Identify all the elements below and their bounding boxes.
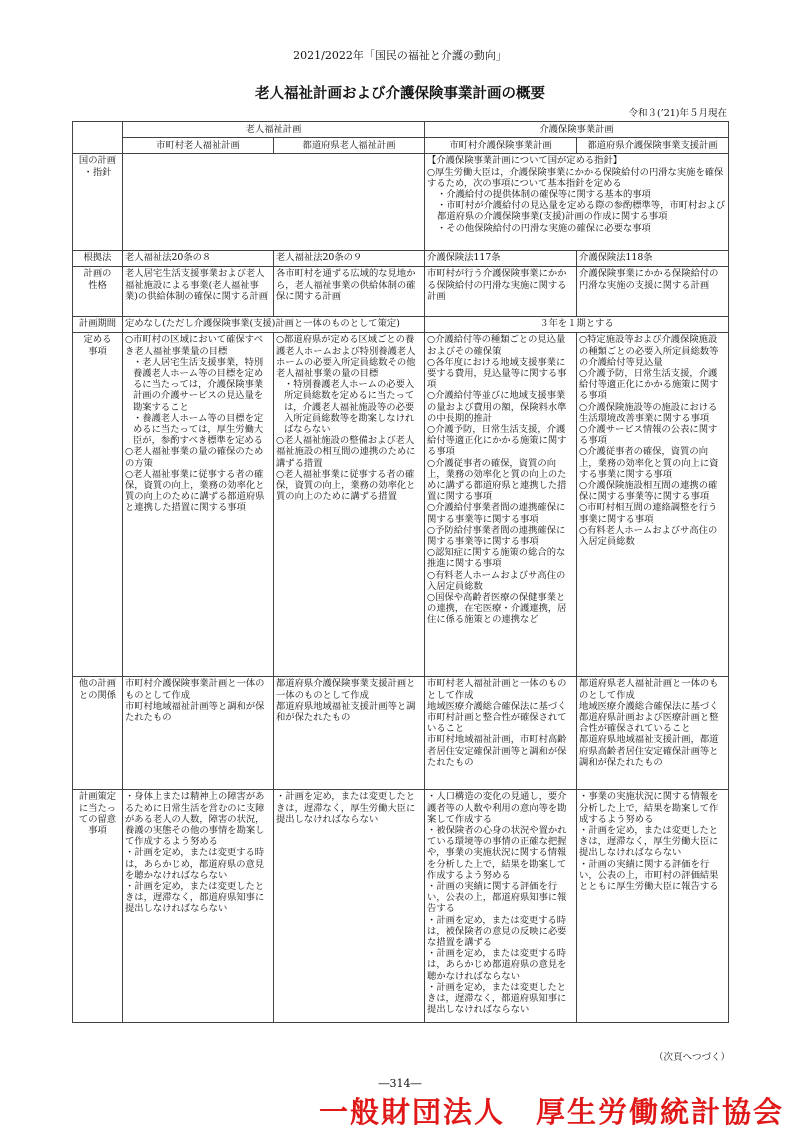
cell-basis: 介護保険法117条 — [425, 251, 577, 267]
row-label-matters: 定める 事項 — [73, 333, 123, 677]
cell-relations: 都道府県老人福祉計画と一体のものとして作成 地域医療介護総合確保法に基づく都道府県計画および医療計画と整合性が確保されていること 都道府県地域福祉支援計画，都道府県高齢者居住安定確保計画等と調和が保たれたもの — [577, 677, 729, 790]
column-header: 都道府県介護保険事業支援計画 — [577, 138, 729, 154]
cell-basis: 老人福祉法20条の８ — [123, 251, 274, 267]
cell-period-insurance: ３年を１期とする — [425, 317, 729, 333]
cell-notes: ・人口構造の変化の見通し，要介護者等の人数や利用の意向等を勘案して作成する ・被保険者の心身の状況や置かれている環境等の事情の正確な把握や，事業の実施状況に関する情報を分析した上で，結果を勘案して作成するよう努める ・計画の実績に関する評価を行い，公表の上，都道府県知事に報告する ・計画を定め，または変更する時は，被保険者の意見の反映に必要な措置を講ずる ・計画を定め，または変更する時は，あらかじめ都道府県の意見を聴かなければならない ・計画を定め，または変更したときは，遅滞なく，都道府県知事に提出しなければならない — [425, 790, 577, 1023]
cell-period-welfare: 定めなし(ただし介護保険事業(支援)計画と一体のものとして策定) — [123, 317, 425, 333]
date-note: 令和３(’21)年５月現在 — [628, 108, 727, 119]
cell-relations: 都道府県介護保険事業支援計画と一体のものとして作成 都道府県地域福祉支援計画等と調和が保たれたもの — [274, 677, 425, 790]
cell-basis: 老人福祉法20条の９ — [274, 251, 425, 267]
group-header-welfare: 老人福祉計画 — [123, 122, 425, 138]
page-title: 老人福祉計画および介護保険事業計画の概要 — [255, 86, 545, 102]
column-header: 都道府県老人福祉計画 — [274, 138, 425, 154]
cell-national-guideline: 【介護保険事業計画について国が定める指針】 ○厚生労働大臣は，介護保険事業にかかる保険給付の円滑な実施を確保するため，次の事項について基本指針を定める ・介護給付の提供体制の確保等に関する基本的事項 ・市町村が介護給付の見込量を定める際の参酌標準等，市町村および都道府県の介護保険事業(支援)計画の作成に関する事項 ・その他保険給付の円滑な実施の確保に必要な事項 — [425, 154, 729, 251]
cell-relations: 市町村介護保険事業計画と一体のものとして作成 市町村地域福祉計画等と調和が保たれたもの — [123, 677, 274, 790]
row-label-period: 計画期間 — [73, 317, 123, 333]
cell-nature: 各市町村を通ずる広域的な見地から，老人福祉事業の供給体制の確保に関する計画 — [274, 267, 425, 317]
cell-matters-city-insurance: ○介護給付等の種類ごとの見込量およびその確保策 ○各年度における地域支援事業に要する費用，見込量等に関する事項 ○介護給付等並びに地域支援事業の量および費用の額，保険料水準の中長期的推計 ○介護予防，日常生活支援，介護給付等適正化にかかる施策に関する事項 ○介護従事者の確保，資質の向上，業務の効率化と質の向上のために講ずる都道府県と連携した措置に関する事項 ○介護給付事業者間の連携確保に関する事業等に関する事項 ○予防給付事業者間の連携確保に関する事業等に関する事項 ○認知症に関する施策の総合的な推進に関する事項 ○有料老人ホームおよびサ高住の入居定員総数 ○国保や高齢者医療の保健事業との連携，在宅医療・介護連携，居住に係る施策との連携など — [425, 333, 577, 677]
row-label-nature: 計画の 性格 — [73, 267, 123, 317]
continued-note: （次頁へつづく） — [653, 1052, 730, 1063]
row-label-national: 国の計画 ・指針 — [73, 154, 123, 251]
cell-basis: 介護保険法118条 — [577, 251, 729, 267]
row-label-notes: 計画策定 に当たっ ての留意 事項 — [73, 790, 123, 1023]
overview-table — [72, 121, 729, 1023]
column-header: 市町村老人福祉計画 — [123, 138, 274, 154]
cell-nature: 老人居宅生活支援事業および老人福祉施設による事業(老人福祉事業)の供給体制の確保に関する計画 — [123, 267, 274, 317]
cell-nature: 介護保険事業にかかる保険給付の円滑な実施の支援に関する計画 — [577, 267, 729, 317]
cell-nature: 市町村が行う介護保険事業にかかる保険給付の円滑な実施に関する計画 — [425, 267, 577, 317]
row-label-relations: 他の計画 との関係 — [73, 677, 123, 790]
group-header-insurance: 介護保険事業計画 — [425, 122, 729, 138]
row-label-basis: 根拠法 — [73, 251, 123, 267]
cell-matters-pref-welfare: ○都道府県が定める区域ごとの養護老人ホームおよび特別養護老人ホームの必要入所定員総数その他老人福祉事業の量の目標 ・特別養護老人ホームの必要入所定員総数を定めるに当たっては，介護老人福祉施設等の必要入所定員総数等を勘案しなければならない ○老人福祉施設の整備および老人福祉施設の相互間の連携のために講ずる措置 ○老人福祉事業に従事する者の確保，資質の向上，業務の効率化と質の向上のために講ずる措置 — [274, 333, 425, 677]
cell-notes: ・計画を定め，または変更したときは，遅滞なく，厚生労働大臣に提出しなければならない — [274, 790, 425, 1023]
cell-notes: ・事業の実施状況に関する情報を分析した上で，結果を勘案して作成するよう努める ・計画を定め，または変更したときは，遅滞なく，厚生労働大臣に提出しなければならない ・計画の実績に関する評価を行い，公表の上，市町村の評価結果とともに厚生労働大臣に報告する — [577, 790, 729, 1023]
column-header: 市町村介護保険事業計画 — [425, 138, 577, 154]
corner-cell — [73, 122, 123, 154]
cell-empty — [123, 154, 425, 251]
cell-matters-pref-insurance: ○特定施設等および介護保険施設の種類ごとの必要入所定員総数等の介護給付等見込量 ○介護予防，日常生活支援，介護給付等適正化にかかる施策に関する事項 ○介護保険施設等の施設における生活環境改善事業に関する事項 ○介護サービス情報の公表に関する事項 ○介護従事者の確保，資質の向上，業務の効率化と質の向上に資する事業に関する事項 ○介護保険施設相互間の連携の確保に関する事業等に関する事項 ○市町村相互間の連絡調整を行う事業に関する事項 ○有料老人ホームおよびサ高住の入居定員総数 — [577, 333, 729, 677]
cell-notes: ・身体上または精神上の障害があるために日常生活を営むのに支障がある老人の人数，障害の状況，養護の実態その他の事情を勘案して作成するよう努める ・計画を定め，または変更する時は，あらかじめ，都道府県の意見を聴かなければならない ・計画を定め，または変更したときは，遅滞なく，都道府県知事に提出しなければならない — [123, 790, 274, 1023]
running-header: 2021/2022年「国民の福祉と介護の動向」 — [293, 49, 507, 62]
publisher-watermark: 一般財団法人 厚生労働統計協会 — [318, 1095, 784, 1129]
cell-relations: 市町村老人福祉計画と一体のものとして作成 地域医療介護総合確保法に基づく市町村計画と整合性が確保されていること 市町村地域福祉計画，市町村高齢者居住安定確保計画等と調和が保たれたもの — [425, 677, 577, 790]
cell-matters-city-welfare: ○市町村の区域において確保すべき老人福祉事業量の目標 ・老人居宅生活支援事業，特別養護老人ホーム等の目標を定めるに当たっては，介護保険事業計画の介護サービスの見込量を勘案すること ・養護老人ホーム等の目標を定めるに当たっては，厚生労働大臣が，参酌すべき標準を定める ○老人福祉事業の量の確保のための方策 ○老人福祉事業に従事する者の確保，資質の向上，業務の効率化と質の向上のために講ずる都道府県と連携した措置に関する事項 — [123, 333, 274, 677]
page-number: ―314― — [378, 1077, 422, 1090]
